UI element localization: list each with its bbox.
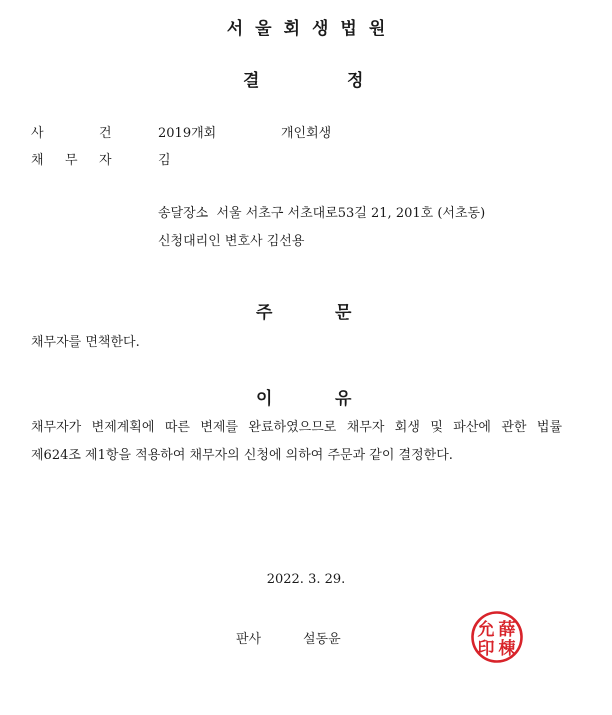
order-heading-char-1: 주	[256, 303, 273, 323]
decision-date: 2022. 3. 29.	[266, 572, 346, 587]
debtor-label-char-1: 채	[31, 153, 44, 168]
judge-seal-stamp	[470, 610, 524, 664]
doc-type-char-1: 결	[243, 71, 260, 91]
seal-char-2: 薛	[498, 620, 516, 640]
case-type: 개인회생	[281, 126, 332, 141]
case-number: 2019개회	[158, 126, 217, 141]
reason-text-line-1: 채무자가 변제계획에 따른 변제를 완료하였으므로 채무자 회생 및 파산에 관한 법률	[31, 420, 562, 435]
debtor-label-char-2: 무	[65, 153, 78, 168]
order-text: 채무자를 면책한다.	[31, 335, 140, 350]
case-label-char-2: 건	[99, 126, 112, 141]
seal-char-4: 棟	[498, 639, 516, 659]
seal-char-1: 允	[477, 620, 495, 640]
agent-attorney: 신청대리인 변호사 김선용	[158, 234, 305, 249]
debtor-name: 김	[158, 153, 171, 168]
judge-name: 설동윤	[303, 632, 341, 647]
seal-char-3: 印	[477, 639, 495, 659]
service-address: 송달장소 서울 서초구 서초대로53길 21, 201호 (서초동)	[158, 206, 486, 221]
doc-type-char-2: 정	[347, 71, 364, 91]
reason-heading-char-1: 이	[256, 389, 273, 409]
debtor-label-char-3: 자	[99, 153, 112, 168]
case-label-char-1: 사	[31, 126, 44, 141]
judge-title: 판사	[236, 632, 262, 647]
court-name: 서울회생법원	[226, 19, 398, 39]
reason-heading-char-2: 유	[335, 389, 352, 409]
order-heading-char-2: 문	[335, 303, 352, 323]
reason-text-line-2: 제624조 제1항을 적용하여 채무자의 신청에 의하여 주문과 같이 결정한다.	[31, 448, 453, 463]
